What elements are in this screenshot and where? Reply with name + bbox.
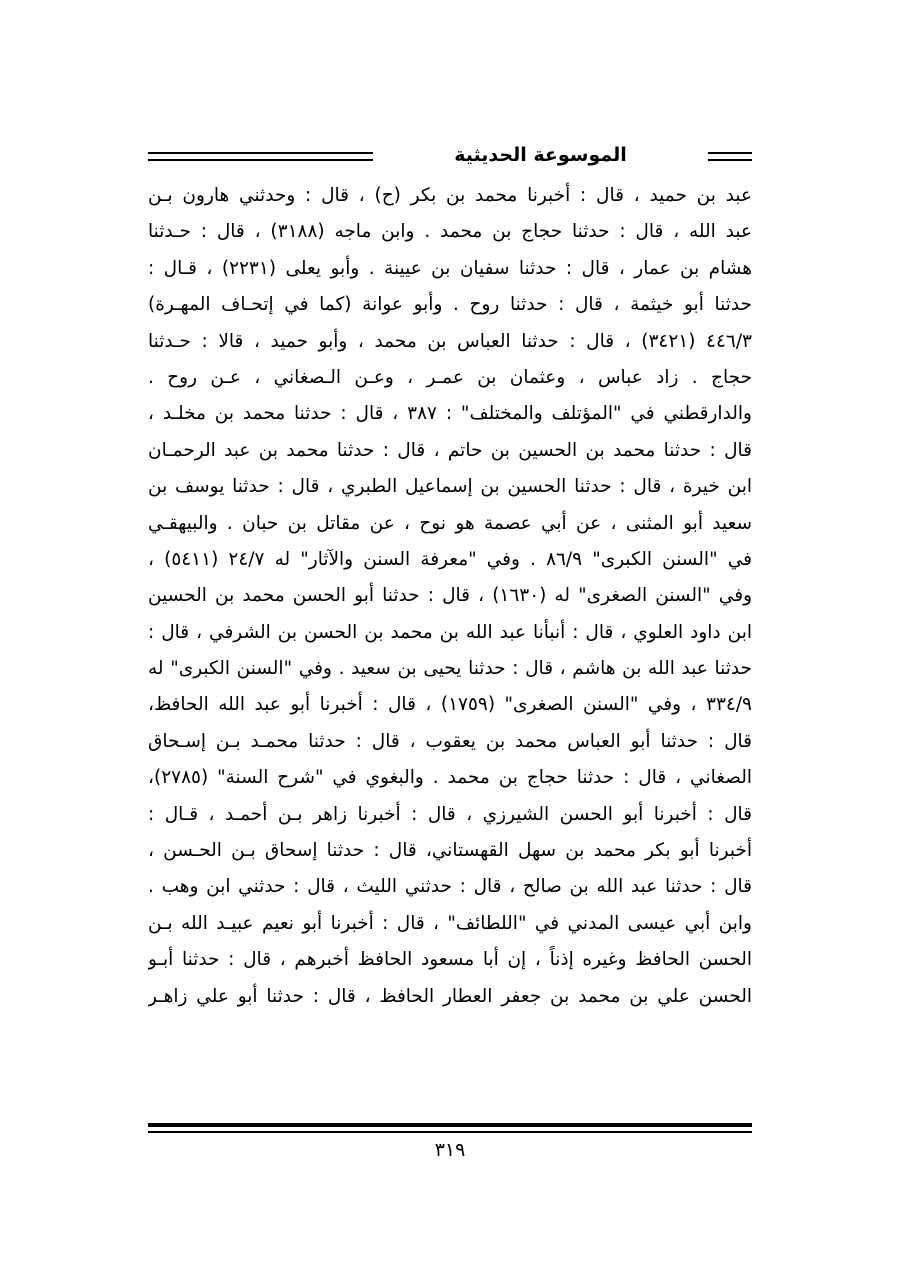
text-line: هشام بن عمار ، قال : حدثنا سفيان بن عيينة . وأبو يعلى (٢٢٣١) ، قـال : [148, 257, 752, 279]
text-line: الحسن الحافظ وغيره إذناً ، إن أبا مسعود الحافظ أخبرهم ، قال : حدثنا أبـو [148, 949, 752, 971]
text-line: أخبرنا أبو بكر محمد بن سهل القهستاني، قال : حدثنا إسحاق بـن الحـسن ، [148, 840, 752, 862]
text-line: ٣٣٤/٩ ، وفي "السنن الصغرى" (١٧٥٩) ، قال : أخبرنا أبو عبد الله الحافظ، [148, 694, 752, 716]
text-line: سعيد أبو المثنى ، عن أبي عصمة هو نوح ، عن مقاتل بن حبان . والبيهقـي [148, 512, 752, 534]
header-rule-right [708, 152, 752, 161]
header-title: الموسوعة الحديثية [454, 144, 627, 166]
text-line: ٤٤٦/٣ (٣٤٢١) ، قال : حدثنا العباس بن محمد ، وأبو حميد ، قالا : حـدثنا [148, 330, 752, 352]
text-line: قال : حدثنا عبد الله بن صالح ، قال : حدثني الليث ، قال : حدثني ابن وهب . [148, 876, 752, 898]
text-line: الحسن علي بن محمد بن جعفر العطار الحافظ ، قال : حدثنا أبو علي زاهـر [148, 985, 752, 1007]
text-line: عبد بن حميد ، قال : أخبرنا محمد بن بكر (ح) ، قال : وحدثني هارون بـن [148, 185, 752, 206]
footer-rule-thin [148, 1131, 752, 1133]
text-line: وفي "السنن الصغرى" له (١٦٣٠) ، قال : حدثنا أبو الحسن محمد بن الحسين [148, 585, 752, 607]
text-line: قال : حدثنا أبو العباس محمد بن يعقوب ، قال : حدثنا محمـد بـن إسـحاق [148, 730, 752, 752]
text-line: الصغاني ، قال : حدثنا حجاج بن محمد . والبغوي في "شرح السنة" (٢٧٨٥)، [148, 767, 752, 789]
text-line: ابن خيرة ، قال : حدثنا الحسين بن إسماعيل الطبري ، قال : حدثنا يوسف بن [148, 476, 752, 498]
text-line: والدارقطني في "المؤتلف والمختلف" : ٣٨٧ ، قال : حدثنا محمد بن مخلـد ، [148, 403, 752, 425]
footer-rule-thick [148, 1123, 752, 1127]
text-line: وابن أبي عيسى المدني في "اللطائف" ، قال : أخبرنا أبو نعيم عبيـد الله بـن [148, 912, 752, 934]
body-text [148, 178, 752, 1015]
text-line: ابن داود العلوي ، قال : أنبأنا عبد الله بن محمد بن الحسن بن الشرفي ، قال : [148, 621, 752, 643]
header-rule-left [148, 152, 373, 161]
page-header [148, 140, 752, 170]
text-line: حجاج . زاد عباس ، وعثمان بن عمـر ، وعـن الـصغاني ، عـن روح . [148, 366, 752, 388]
text-line: قال : حدثنا محمد بن الحسين بن حاتم ، قال : حدثنا محمد بن عبد الرحمـان [148, 439, 752, 461]
page-number: ٣١٩ [434, 1139, 466, 1161]
text-line: حدثنا أبو خيثمة ، قال : حدثنا روح . وأبو عوانة (كما في إتحـاف المهـرة) [148, 294, 752, 316]
text-line: حدثنا عبد الله بن هاشم ، قال : حدثنا يحيى بن سعيد . وفي "السنن الكبرى" له [148, 658, 752, 680]
text-line: عبد الله ، قال : حدثنا حجاج بن محمد . وابن ماجه (٣١٨٨) ، قال : حـدثنا [148, 221, 752, 243]
text-line: في "السنن الكبرى" ٨٦/٩ . وفي "معرفة السنن والآثار" له ٢٤/٧ (٥٤١١) ، [148, 548, 752, 570]
text-line: قال : أخبرنا أبو الحسن الشيرزي ، قال : أخبرنا زاهر بـن أحمـد ، قـال : [148, 803, 752, 825]
